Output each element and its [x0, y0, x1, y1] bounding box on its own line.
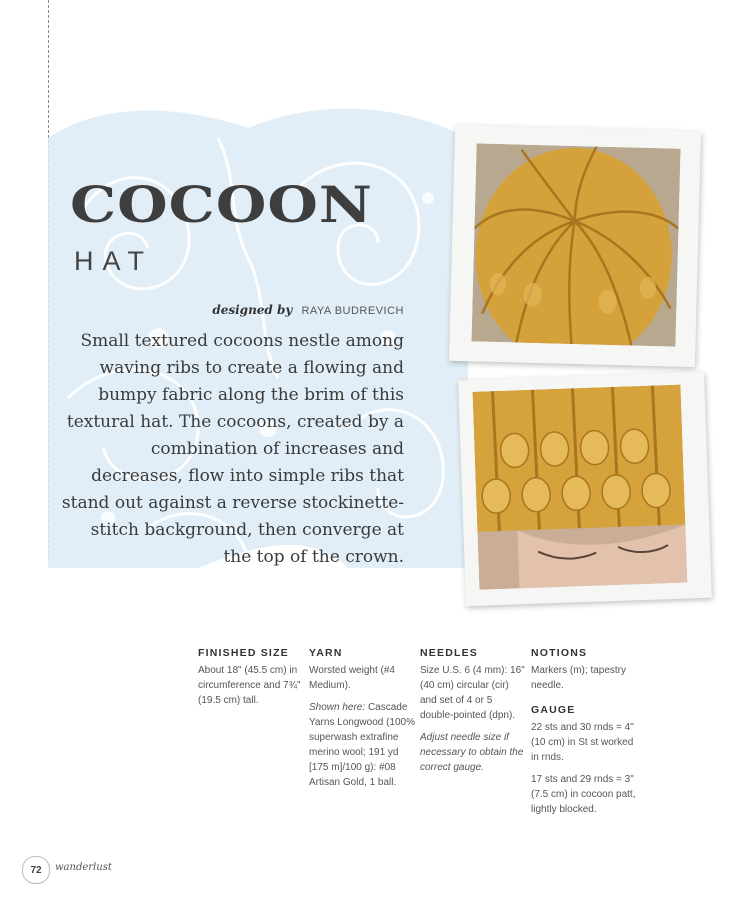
- pattern-subtitle: HAT: [74, 246, 153, 276]
- spec-heading: NEEDLES: [420, 647, 478, 659]
- spec-heading: YARN: [309, 647, 343, 659]
- spec-note: [420, 730, 526, 775]
- designer-name: RAYA BUDREVICH: [301, 305, 404, 317]
- gauge-text-2: 17 sts and 29 rnds = 3" (7.5 cm) in cocoon patt, lightly blocked.: [531, 774, 636, 815]
- spec-text: Markers (m); tapestry needle.: [531, 665, 627, 691]
- intro-paragraph: Small textured cocoons nestle among waving ribs to create a flowing and bumpy fabric along the brim of this textural hat. The cocoons, created by a combination of increases and decreases, flow into simple ribs that stand out against a reverse stockinette-stitch background, then converge at the top of the crown.: [61, 331, 404, 567]
- photo-hat-crown: [449, 125, 701, 367]
- spec-heading: NOTIONS: [531, 647, 588, 659]
- spec-text: About 18" (45.5 cm) in circumference and 7¾" (19.5 cm) tall.: [198, 665, 301, 706]
- spec-shown-here: [309, 700, 415, 790]
- spec-needles: [420, 646, 526, 782]
- gauge-text-1: 22 sts and 30 rnds = 4" (10 cm) in St st worked in rnds.: [531, 722, 634, 763]
- byline: [212, 303, 404, 317]
- pattern-title: COCOON: [70, 175, 373, 235]
- gauge-heading: GAUGE: [531, 704, 576, 716]
- spec-finished-size: [198, 646, 304, 715]
- needle-note: Adjust needle size if necessary to obtain the correct gauge.: [420, 732, 524, 773]
- spec-yarn: [309, 646, 415, 797]
- shown-here-text: Cascade Yarns Longwood (100% superwash extrafine merino wool; 191 yd [175 m]/100 g): #08 Artisan Gold, 1 ball.: [309, 702, 415, 788]
- spec-text: Worsted weight (#4 Medium).: [309, 665, 395, 691]
- spec-text: Size U.S. 6 (4 mm): 16" (40 cm) circular (cir) and set of 4 or 5 double-pointed (dpn).: [420, 665, 525, 721]
- spec-notions-gauge: [531, 646, 637, 824]
- byline-label: designed by: [212, 303, 293, 317]
- magazine-name: wanderlust: [55, 862, 112, 873]
- page-number: 72: [22, 856, 50, 884]
- hat-brim-image: [473, 385, 688, 590]
- spec-heading: FINISHED SIZE: [198, 647, 289, 659]
- photo-hat-brim: [458, 372, 712, 606]
- shown-here-label: Shown here:: [309, 702, 366, 713]
- hat-crown-image: [471, 143, 680, 346]
